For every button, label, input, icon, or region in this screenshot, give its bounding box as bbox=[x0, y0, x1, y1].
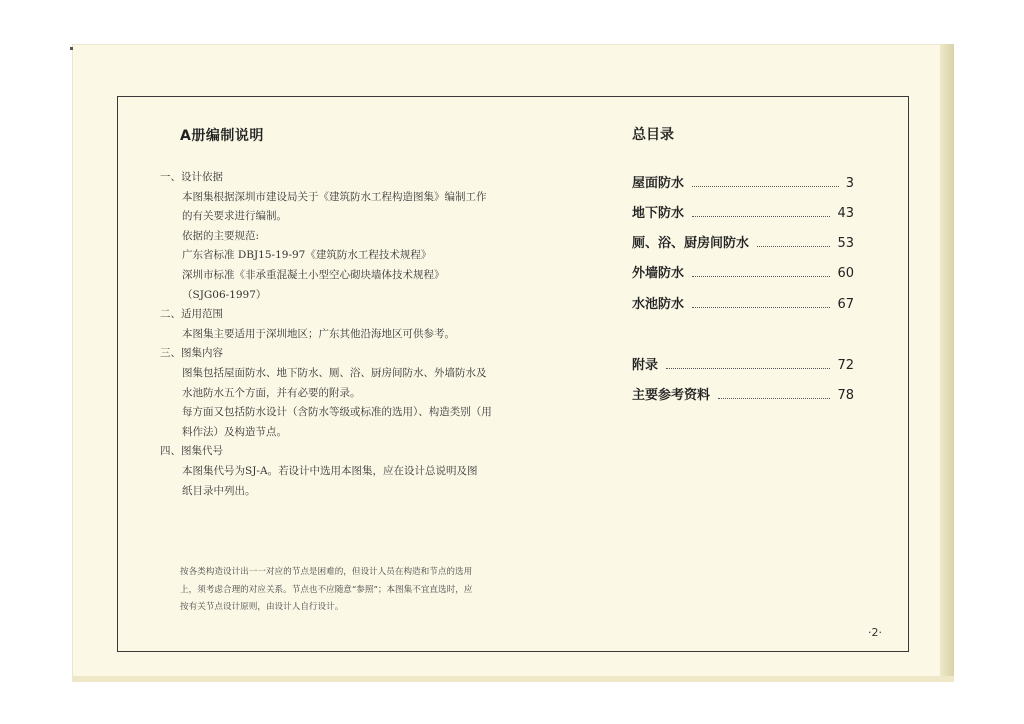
toc-entry-pool-waterproofing[interactable] bbox=[632, 293, 854, 312]
notes-line: 依据的主要规范: bbox=[182, 229, 260, 242]
toc-entry-underground-waterproofing[interactable] bbox=[632, 202, 854, 221]
notes-line: 料作法）及构造节点。 bbox=[182, 425, 287, 438]
toc-entry-label: 地下防水 bbox=[632, 206, 685, 221]
notes-line: 的有关要求进行编制。 bbox=[182, 210, 287, 223]
notes-line: （SJG06-1997） bbox=[182, 288, 267, 301]
toc-leader-dots bbox=[692, 216, 830, 217]
notes-line: 本图集根据深圳市建设局关于《建筑防水工程构造图集》编制工作 bbox=[182, 190, 487, 203]
notes-line: 本图集主要适用于深圳地区；广东其他沿海地区可供参考。 bbox=[182, 327, 455, 340]
footnote-line: 按各类构造设计出一一对应的节点是困难的，但设计人员在构造和节点的选用 bbox=[180, 567, 473, 577]
page-edge-bottom bbox=[72, 676, 954, 682]
toc-leader-dots bbox=[692, 186, 839, 187]
page-number: ·2· bbox=[868, 626, 882, 639]
toc-leader-dots bbox=[666, 368, 830, 369]
compilation-notes-title: A册编制说明 bbox=[180, 128, 264, 144]
toc-entry-appendix[interactable] bbox=[632, 354, 854, 373]
toc-entry-label: 外墙防水 bbox=[632, 266, 685, 281]
footnote-line: 按有关节点设计原则，由设计人自行设计。 bbox=[180, 602, 344, 612]
notes-line: 广东省标准 DBJ15-19-97《建筑防水工程技术规程》 bbox=[182, 249, 432, 262]
notes-line: 三、图集内容 bbox=[160, 347, 223, 360]
toc-title: 总目录 bbox=[632, 127, 674, 143]
notes-line: 本图集代号为SJ-A。若设计中选用本图集，应在设计总说明及图 bbox=[182, 464, 478, 477]
toc-entry-wet-room-waterproofing[interactable] bbox=[632, 232, 854, 251]
notes-line: 水池防水五个方面，并有必要的附录。 bbox=[182, 386, 361, 399]
toc-entry-page: 67 bbox=[837, 297, 854, 312]
scan-speck bbox=[70, 47, 73, 50]
toc-entry-page: 53 bbox=[837, 236, 854, 251]
compilation-notes-body bbox=[160, 168, 500, 501]
toc-entry-label: 附录 bbox=[632, 358, 659, 373]
notes-line: 深圳市标准《非承重混凝土小型空心砌块墙体技术规程》 bbox=[182, 268, 445, 281]
toc-entry-exterior-wall-waterproofing[interactable] bbox=[632, 262, 854, 281]
toc-entry-label: 厕、浴、厨房间防水 bbox=[632, 236, 750, 251]
toc-entry-page: 72 bbox=[837, 358, 854, 373]
toc-entry-page: 78 bbox=[837, 388, 854, 403]
notes-line: 四、图集代号 bbox=[160, 445, 223, 458]
toc-leader-dots bbox=[692, 307, 830, 308]
footnote bbox=[180, 564, 500, 617]
notes-line: 二、适用范围 bbox=[160, 308, 223, 321]
toc-entry-label: 主要参考资料 bbox=[632, 388, 711, 403]
notes-line: 每方面又包括防水设计（含防水等级或标准的选用）、构造类别（用 bbox=[182, 406, 492, 419]
toc-leader-dots bbox=[718, 398, 830, 399]
toc-leader-dots bbox=[692, 276, 830, 277]
toc-entry-page: 3 bbox=[845, 176, 854, 191]
toc-entry-page: 60 bbox=[837, 266, 854, 281]
toc-entry-page: 43 bbox=[837, 206, 854, 221]
page-edge-shadow bbox=[940, 44, 954, 682]
toc-entry-label: 屋面防水 bbox=[632, 176, 685, 191]
toc-entry-references[interactable] bbox=[632, 384, 854, 403]
toc-leader-dots bbox=[757, 246, 830, 247]
notes-line: 图集包括屋面防水、地下防水、厕、浴、厨房间防水、外墙防水及 bbox=[182, 366, 487, 379]
footnote-line: 上，须考虑合理的对应关系。节点也不应随意“参照”；本图集不宜直选时，应 bbox=[180, 584, 473, 595]
notes-line: 纸目录中列出。 bbox=[182, 484, 256, 497]
toc-entry-label: 水池防水 bbox=[632, 297, 685, 312]
notes-line: 一、设计依据 bbox=[160, 171, 223, 183]
toc-entry-roof-waterproofing[interactable] bbox=[632, 172, 854, 191]
